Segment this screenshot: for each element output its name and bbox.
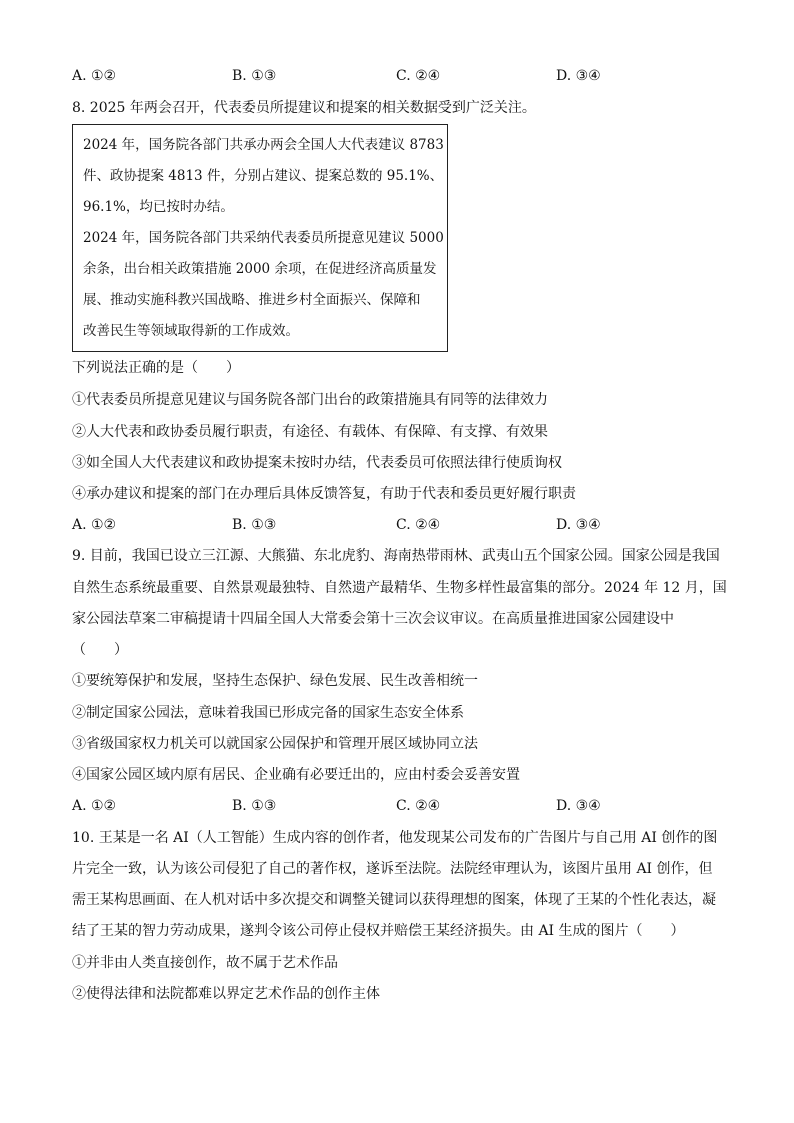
q10-stem-line: 结了王某的智力劳动成果，遂判令该公司停止侵权并赔偿王某经济损失。由 AI 生成的图片（ ） [72,923,685,939]
q9-stem-line: 9. 目前，我国已设立三江源、大熊猫、东北虎豹、海南热带雨林、武夷山五个国家公园。国家公园是我国 [72,548,720,564]
q7-option-d[interactable]: D. ③④ [556,68,601,84]
q8-item-1: ①代表委员所提意见建议与国务院各部门出台的政策措施具有同等的法律效力 [72,392,548,408]
q8-question: 下列说法正确的是（ ） [72,360,240,376]
q8-option-d[interactable]: D. ③④ [556,517,601,533]
q8-option-c[interactable]: C. ②④ [396,517,441,533]
q8-item-3: ③如全国人大代表建议和政协提案未按时办结，代表委员可依照法律行使质询权 [72,455,562,471]
q8-material-line: 展、推动实施科教兴国战略、推进乡村全面振兴、保障和 [83,292,421,308]
q9-stem-line: 家公园法草案二审稿提请十四届全国人大常委会第十三次会议审议。在高质量推进国家公园建设中 [72,611,674,627]
q8-material-line: 96.1%，均已按时办结。 [83,199,234,215]
q9-item-1: ①要统筹保护和发展，坚持生态保护、绿色发展、民生改善相统一 [72,673,478,689]
q10-stem-line: 10. 王某是一名 AI（人工智能）生成内容的创作者，他发现某公司发布的广告图片与自己用 AI 创作的图 [72,830,718,846]
q9-option-c[interactable]: C. ②④ [396,798,441,814]
q9-option-b[interactable]: B. ①③ [232,798,277,814]
q8-item-2: ②人大代表和政协委员履行职责，有途径、有载体、有保障、有支撑、有效果 [72,424,548,440]
q8-material-line: 件、政协提案 4813 件，分别占建议、提案总数的 95.1%、 [83,168,444,184]
q9-option-a[interactable]: A. ①② [72,798,117,814]
q10-stem-line: 需王某构思画面、在人机对话中多次提交和调整关键词以获得理想的图案，体现了王某的个性化表达，凝 [72,892,716,908]
q7-option-a[interactable]: A. ①② [72,68,117,84]
q8-option-b[interactable]: B. ①③ [232,517,277,533]
q8-material-box [72,124,448,352]
q9-item-4: ④国家公园区域内原有居民、企业确有必要迁出的，应由村委会妥善安置 [72,767,520,783]
q8-stem: 8. 2025 年两会召开，代表委员所提建议和提案的相关数据受到广泛关注。 [72,100,536,116]
q9-item-2: ②制定国家公园法，意味着我国已形成完备的国家生态安全体系 [72,705,464,721]
q8-material-line: 余条，出台相关政策措施 2000 余项，在促进经济高质量发 [83,261,437,277]
q8-material-line: 改善民生等领域取得新的工作成效。 [83,323,299,339]
q9-stem-line: 自然生态系统最重要、自然景观最独特、自然遗产最精华、生物多样性最富集的部分。2024 年 12 月，国 [72,580,727,596]
q10-item-2: ②使得法律和法院都难以界定艺术作品的创作主体 [72,986,380,1002]
q9-stem-line: （ ） [72,642,128,658]
q9-item-3: ③省级国家权力机关可以就国家公园保护和管理开展区域协同立法 [72,736,478,752]
q8-material-line: 2024 年，国务院各部门共承办两会全国人大代表建议 8783 [83,137,444,153]
q8-material-line: 2024 年，国务院各部门共采纳代表委员所提意见建议 5000 [83,230,444,246]
q8-item-4: ④承办建议和提案的部门在办理后具体反馈答复，有助于代表和委员更好履行职责 [72,486,576,502]
q10-item-1: ①并非由人类直接创作，故不属于艺术作品 [72,955,338,971]
q10-stem-line: 片完全一致，认为该公司侵犯了自己的著作权，遂诉至法院。法院经审理认为，该图片虽用 AI 创作，但 [72,861,713,877]
q8-option-a[interactable]: A. ①② [72,517,117,533]
q7-option-c[interactable]: C. ②④ [396,68,441,84]
q9-option-d[interactable]: D. ③④ [556,798,601,814]
q7-option-b[interactable]: B. ①③ [232,68,277,84]
